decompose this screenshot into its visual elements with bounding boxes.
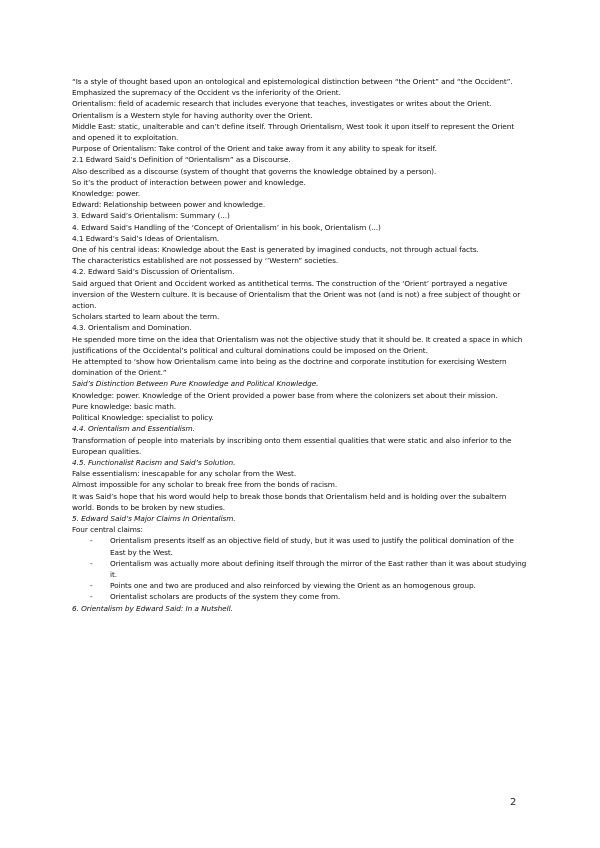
paragraph: 4.2. Edward Said’s Discussion of Orientalism. [72, 267, 235, 277]
paragraph: The characteristics established are not possessed by ‘’Western” societies. [72, 256, 339, 266]
paragraph: Pure knowledge: basic math. [72, 401, 177, 411]
paragraph: Middle East: static, unalterable and can’t define itself. Through Orientalism, West took it upon itself to represent the Orient and opened it to exploitation. [72, 121, 515, 143]
paragraph: 5. Edward Said’s Major Claims In Orientalism. [72, 513, 236, 523]
paragraph: Political Knowledge: specialist to policy. [72, 413, 214, 423]
paragraph: He spended more time on the idea that Orientalism was not the objective study that it should be. It created a space in which justifications of the Occidental’s political and cultural dominations could be imposed on the Orient. [72, 334, 523, 355]
paragraph: Edward: Relationship between power and knowledge. [72, 200, 266, 210]
paragraph: Also described as a discourse (system of thought that governs the knowledge obtained by a person). [72, 166, 437, 176]
list-bullet: - [90, 592, 93, 602]
paragraph: Four central claims: [72, 525, 143, 535]
list-item [72, 558, 528, 580]
paragraph: 4.4. Orientalism and Essentialism. [72, 424, 195, 434]
paragraph: Scholars started to learn about the term. [72, 312, 220, 322]
list-item-text: Orientalism was actually more about defining itself through the mirror of the East rather than it was about studying it. [110, 558, 527, 579]
paragraph: 4.5. Functionalist Racism and Said’s Solution. [72, 457, 236, 467]
list-item [72, 580, 528, 591]
paragraph: Almost impossible for any scholar to break free from the bonds of racism. [72, 480, 338, 490]
closing-heading: 6. Orientalism by Edward Said: In a Nutshell. [72, 603, 233, 613]
paragraph: Transformation of people into materials by inscribing onto them essential qualities that were static and also inferior to the European qualities. [72, 435, 512, 456]
paragraph: “Is a style of thought based upon an ontological and epistemological distinction between “the Orient” and “the Occident”. Emphasized the supremacy of the Occident vs the inferiority of the Orient. [72, 77, 513, 98]
list-item-text: Orientalism presents itself as an objective field of study, but it was used to justify the political domination of the East by the West. [110, 536, 514, 557]
paragraph: 4.1 Edward’s Said’s Ideas of Orientalism. [72, 233, 220, 243]
paragraph: It was Said’s hope that his word would help to break those bonds that Orientalism held and is holding over the subaltern world. Bonds to be broken by new studies. [72, 491, 507, 512]
list-bullet: - [90, 558, 93, 568]
paragraph: Orientalism: field of academic research that includes everyone that teaches, investigates or writes about the Orient. [72, 99, 492, 109]
paragraph: Knowledge: power. Knowledge of the Orient provided a power base from where the colonizers set about their mission. [72, 390, 498, 400]
paragraph: False essentialism: inescapable for any scholar from the West. [72, 469, 297, 479]
paragraph: Said argued that Orient and Occident worked as antithetical terms. The construction of the ‘Orient’ portrayed a negative inversion of the Western culture. It is because of Orientalism that the Orient was not (and is not) a free subject of thought or action. [72, 278, 521, 311]
paragraph: Orientalism is a Western style for having authority over the Orient. [72, 110, 313, 120]
claims-list [72, 535, 528, 602]
list-item [72, 591, 528, 602]
paragraph: So it’s the product of interaction between power and knowledge. [72, 177, 306, 187]
page-number: 2 [510, 797, 517, 808]
paragraph: 2.1 Edward Said’s Definition of “Orientalism” as a Discourse. [72, 155, 291, 165]
paragraph: Purpose of Orientalism: Take control of the Orient and take away from it any ability to speak for itself. [72, 144, 437, 154]
paragraph: Said’s Distinction Between Pure Knowledge and Political Knowledge. [72, 379, 319, 389]
paragraph-list [72, 76, 528, 535]
list-item-text: Orientalist scholars are products of the system they come from. [110, 592, 341, 602]
list-bullet: - [90, 581, 93, 591]
paragraph: 3. Edward Said’s Orientalism: Summary (...) [72, 211, 230, 221]
paragraph: 4.3. Orientalism and Domination. [72, 323, 192, 333]
paragraph: Knowledge: power. [72, 189, 141, 199]
list-bullet: - [90, 536, 93, 546]
paragraph: 4. Edward Said’s Handling of the ‘Concept of Orientalism’ in his book, Orientalism (...) [72, 222, 381, 232]
list-item-text: Points one and two are produced and also reinforced by viewing the Orient as an homogenous group. [110, 581, 476, 591]
document-body [72, 76, 528, 614]
paragraph: He attempted to ‘show how Orientalism came into being as the doctrine and corporate institution for exercising Western domination of the Orient.” [72, 357, 507, 378]
list-item [72, 535, 528, 557]
paragraph: One of his central ideas: Knowledge about the East is generated by imagined conducts, not through actual facts. [72, 245, 479, 255]
